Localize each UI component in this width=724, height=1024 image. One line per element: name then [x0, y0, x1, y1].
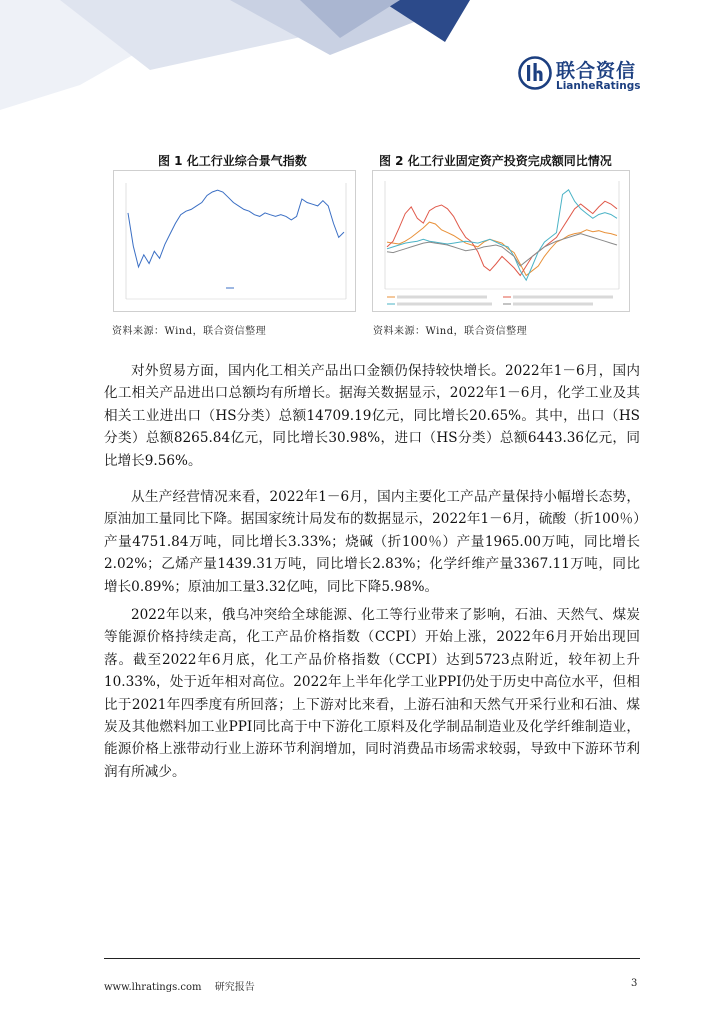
lianhe-logo-icon [518, 56, 552, 90]
figure1-title: 图 1 化工行业综合景气指数 [158, 154, 307, 168]
figure2-legend [387, 296, 613, 306]
figure1-axes [126, 183, 346, 299]
figure1-series-1 [128, 190, 344, 267]
figure2-chart [372, 170, 630, 312]
footer-website[interactable]: www.lhratings.com [104, 982, 202, 993]
company-logo [518, 56, 648, 96]
figure2-series-2 [387, 201, 617, 275]
figure2-series-4 [387, 234, 617, 266]
figure2-series-1 [387, 222, 617, 275]
paragraph-prices: 2022年以来，俄乌冲突给全球能源、化工等行业带来了影响，石油、天然气、煤炭等能源价格持续走高，化工产品价格指数（CCPI）开始上涨，2022年6月开始出现回落。截至2022年6月底，化工产品价格指数（CCPI）达到5723点附近，较年初上升10.33%，处于近年相对高位。2022年上半年化学工业PPI仍处于历史中高位水平，但相比于2021年四季度有所回落；上下游对比来看，上游石油和天然气开采行业和石油、煤炭及其他燃料加工业PPI同比高于中下游化工原料及化学制品制造业及化学纤维制造业，能源价格上涨带动行业上游环节利润增加，同时消费品市场需求较弱，导致中下游环节利润有所减少。 [104, 607, 640, 780]
figure2-source: 资料来源：Wind，联合资信整理 [373, 326, 528, 337]
paragraph-production: 从生产经营情况来看，2022年1－6月，国内主要化工产品产量保持小幅增长态势，原油加工量同比下降。据国家统计局发布的数据显示，2022年1－6月，硫酸（折100％）产量4751.84万吨，同比增长3.33%；烧碱（折100％）产量1965.00万吨，同比增长2.02%；乙烯产量1439.31万吨，同比增长2.83%；化学纤维产量3367.11万吨，同比增长0.89%；原油加工量3.32亿吨，同比下降5.98%。 [104, 489, 640, 595]
footer-info [104, 978, 265, 993]
page-number: 3 [631, 978, 638, 989]
logo-chinese-name: 联合资信 [556, 60, 637, 82]
paragraph-trade: 对外贸易方面，国内化工相关产品出口金额仍保持较快增长。2022年1－6月，国内化工相关产品进出口总额均有所增长。据海关数据显示，2022年1－6月，化学工业及其相关工业进出口（HS分类）总额14709.19亿元，同比增长20.65%。其中，出口（HS分类）总额8265.84亿元，同比增长30.98%，进口（HS分类）总额6443.36亿元，同比增长9.56%。 [104, 363, 640, 469]
figure2-series-3 [387, 190, 617, 280]
figure2-title: 图 2 化工行业固定资产投资完成额同比情况 [379, 154, 612, 168]
footer-divider [104, 958, 640, 959]
figure1-chart [113, 170, 356, 312]
footer-report-label: 研究报告 [214, 982, 255, 993]
figure1-source: 资料来源：Wind，联合资信整理 [112, 326, 267, 337]
logo-english-name: LianheRatings [556, 80, 641, 92]
figure2-svg [373, 171, 629, 311]
figure1-svg [114, 171, 355, 311]
